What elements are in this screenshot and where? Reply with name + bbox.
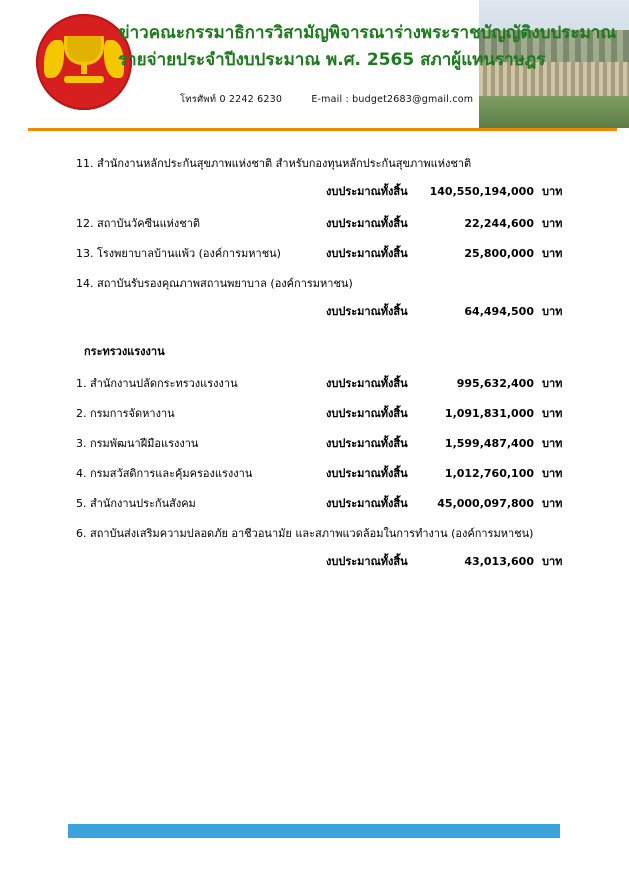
entry-budget-unit: บาท xyxy=(542,185,563,198)
entry-amount-row xyxy=(40,182,589,200)
entry-row xyxy=(40,404,589,422)
document-header xyxy=(0,0,629,140)
entry-budget-unit: บาท xyxy=(542,305,563,318)
entry-row xyxy=(40,244,589,262)
entry-budget-amount: 22,244,600 xyxy=(464,217,534,230)
entry-budget-amount: 45,000,097,800 xyxy=(437,497,534,510)
entry-budget-unit: บาท xyxy=(542,377,563,390)
entry-title: 4. กรมสวัสดิการและคุ้มครองแรงงาน xyxy=(76,467,253,480)
photo-lawn xyxy=(479,96,629,128)
entry-budget-unit: บาท xyxy=(542,497,563,510)
entry-budget-unit: บาท xyxy=(542,247,563,260)
header-title-block xyxy=(118,20,618,74)
entry-budget-unit: บาท xyxy=(542,217,563,230)
footer-bar xyxy=(68,824,560,838)
entry-budget-unit: บาท xyxy=(542,467,563,480)
entry-title: 6. สถาบันส่งเสริมความปลอดภัย อาชีวอนามัย และสภาพแวดล้อมในการทำงาน (องค์การมหาชน) xyxy=(76,527,534,540)
entry-budget-amount: 43,013,600 xyxy=(464,555,534,568)
entry-title: 5. สำนักงานประกันสังคม xyxy=(76,497,196,510)
entry-amount-row xyxy=(40,302,589,320)
entry-budget-key: งบประมาณทั้งสิ้น xyxy=(326,247,408,260)
entry-budget-amount: 140,550,194,000 xyxy=(429,185,534,198)
entry-title: 13. โรงพยาบาลบ้านแพ้ว (องค์การมหาชน) xyxy=(76,247,281,260)
entry-budget-amount: 1,012,760,100 xyxy=(444,467,534,480)
entry-budget-key: งบประมาณทั้งสิ้น xyxy=(326,377,408,390)
emblem-cup-icon xyxy=(64,36,104,65)
entry-budget-unit: บาท xyxy=(542,437,563,450)
entry-budget-amount: 64,494,500 xyxy=(464,305,534,318)
entry-row xyxy=(40,494,589,512)
entry-title: 1. สำนักงานปลัดกระทรวงแรงงาน xyxy=(76,377,238,390)
entry-budget-key: งบประมาณทั้งสิ้น xyxy=(326,217,408,230)
entry-amount-row xyxy=(40,552,589,570)
entry-row xyxy=(40,434,589,452)
entry-budget-amount: 1,599,487,400 xyxy=(444,437,534,450)
entry-budget-amount: 1,091,831,000 xyxy=(444,407,534,420)
entry-title: 12. สถาบันวัคซีนแห่งชาติ xyxy=(76,217,201,230)
section-heading: กระทรวงแรงงาน xyxy=(84,345,165,358)
header-title-line-2: รายจ่ายประจำปีงบประมาณ พ.ศ. 2565 สภาผู้แทนราษฎร xyxy=(118,50,546,70)
entry-title: 2. กรมการจัดหางาน xyxy=(76,407,175,420)
entry-budget-key: งบประมาณทั้งสิ้น xyxy=(326,467,408,480)
entry-title: 3. กรมพัฒนาฝีมือแรงงาน xyxy=(76,437,199,450)
entry-title: 14. สถาบันรับรองคุณภาพสถานพยาบาล (องค์การมหาชน) xyxy=(76,277,353,290)
entry-budget-unit: บาท xyxy=(542,407,563,420)
entry-budget-key: งบประมาณทั้งสิ้น xyxy=(326,555,408,568)
entry-budget-amount: 25,800,000 xyxy=(464,247,534,260)
header-divider xyxy=(28,128,617,131)
entry-budget-key: งบประมาณทั้งสิ้น xyxy=(326,497,408,510)
entry-budget-key: งบประมาณทั้งสิ้น xyxy=(326,437,408,450)
entry-budget-key: งบประมาณทั้งสิ้น xyxy=(326,305,408,318)
header-phone: โทรศัพท์ 0 2242 6230 xyxy=(180,94,283,105)
entry-budget-key: งบประมาณทั้งสิ้น xyxy=(326,185,408,198)
header-title-line-1: ข่าวคณะกรรมาธิการวิสามัญพิจารณาร่างพระราชบัญญัติงบประมาณ xyxy=(118,23,617,43)
header-email: E-mail : budget2683@gmail.com xyxy=(311,94,474,105)
header-contact xyxy=(180,92,499,107)
entry-budget-key: งบประมาณทั้งสิ้น xyxy=(326,407,408,420)
entry-budget-amount: 995,632,400 xyxy=(456,377,534,390)
entry-row xyxy=(40,374,589,392)
document-body xyxy=(0,140,629,570)
entry-row xyxy=(40,464,589,482)
entry-title: 11. สำนักงานหลักประกันสุขภาพแห่งชาติ สำหรับกองทุนหลักประกันสุขภาพแห่งชาติ xyxy=(76,157,472,170)
emblem-base-icon xyxy=(64,76,104,83)
emblem-wing-left-icon xyxy=(44,40,64,78)
entry-row xyxy=(40,214,589,232)
entry-budget-unit: บาท xyxy=(542,555,563,568)
